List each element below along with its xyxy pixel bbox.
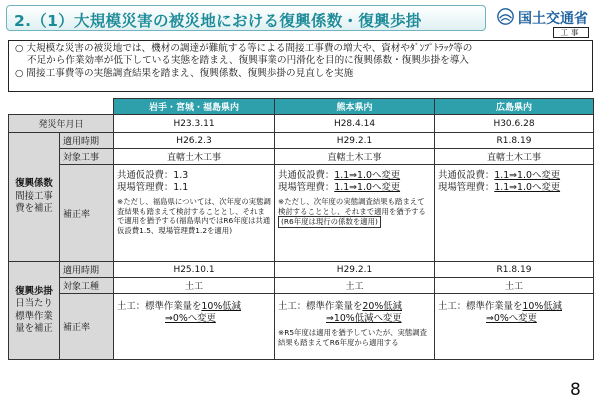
period-value: R1.8.19 (435, 262, 594, 278)
region-header: 熊本県内 (275, 99, 435, 115)
rate-note-box: (R6年度は現行の係数を適用) (278, 216, 381, 228)
intro-line: ○ 間接工事費等の実態調査結果を踏まえ、復興係数、復興歩掛の見直しを実施 (15, 67, 354, 79)
bugake-group-label (9, 262, 60, 360)
rate-label-text: 土工：標準作業量を (438, 301, 523, 312)
rate-line (438, 182, 590, 194)
rate-line (438, 301, 590, 313)
rate-cell (435, 165, 594, 262)
target-value: 土工 (114, 278, 275, 294)
rate-change: 1.1⇒1.0へ変更 (494, 170, 561, 181)
table-row (9, 165, 594, 262)
table-row (9, 262, 594, 278)
table-header-row (9, 99, 594, 115)
rate-label-text: 現場管理費： (278, 182, 335, 193)
rate-cell (114, 294, 275, 360)
comparison-table (8, 98, 594, 360)
bugake-group-title: 復興歩掛 (15, 285, 53, 297)
title-banner (6, 5, 486, 31)
occurrence-date: H28.4.14 (275, 115, 435, 133)
rate-label-text: 共通仮設費： (278, 170, 335, 181)
period-value: H29.2.1 (275, 262, 435, 278)
occurrence-label: 発災年月日 (9, 115, 114, 133)
region-header: 広島県内 (435, 99, 594, 115)
period-value: H25.10.1 (114, 262, 275, 278)
target-label: 対象工種 (60, 278, 114, 294)
table-row (9, 133, 594, 149)
rate-note (278, 197, 431, 228)
rate-change: 1.1⇒1.0へ変更 (334, 182, 401, 193)
rate-note: ※R5年度は適用を猶予していたが、実態調査結果も踏まえてR6年度から適用する (278, 328, 428, 347)
rate-label: 補正率 (60, 165, 114, 262)
occurrence-date: H30.6.28 (435, 115, 594, 133)
rate-cell (275, 165, 435, 262)
rate-change: 20%低減 (362, 301, 402, 312)
header-blank (9, 99, 114, 115)
rate-label-text: 土工：標準作業量を (117, 301, 202, 312)
rate-cell (114, 165, 275, 262)
coef-group-title: 復興係数 (15, 178, 53, 190)
rate-change: ⇒10%低減へ変更 (326, 313, 402, 324)
target-value: 直轄土木工事 (114, 149, 275, 165)
occurrence-date: H23.3.11 (114, 115, 275, 133)
rate-label: 補正率 (60, 294, 114, 360)
bugake-group-sub: 日当たり標準作業量を補正 (15, 298, 53, 334)
rate-label-text: 土工：標準作業量を (278, 301, 363, 312)
period-value: H26.2.3 (114, 133, 275, 149)
rate-change: 1.1⇒1.0へ変更 (494, 182, 561, 193)
rate-line (117, 301, 271, 313)
rate-change: 1.1⇒1.0へ変更 (334, 170, 401, 181)
rate-cell (275, 294, 435, 360)
mlit-logo-icon (497, 8, 514, 25)
target-value: 直轄土木工事 (275, 149, 435, 165)
rate-label-text: 現場管理費： (438, 182, 495, 193)
table-row (9, 115, 594, 133)
page-number: 8 (570, 380, 581, 400)
rate-note-text: ※ただし、次年度の実態調査結果も踏まえて検討することとし、それまで適用を猶予する (278, 197, 426, 216)
coef-group-sub: 間接工事費を補正 (15, 190, 53, 215)
period-value: R1.8.19 (435, 133, 594, 149)
intro-line: 不足から作業効率が低下している実態を踏まえ、復興事業の円滑化を目的に復興係数・復興歩掛を導入 (27, 55, 469, 67)
rate-line (278, 301, 431, 313)
rate-line (278, 182, 431, 194)
rate-change: ⇒0%へ変更 (486, 313, 537, 324)
category-tag: 工事 (553, 27, 589, 38)
rate-change: ⇒0%へ変更 (165, 313, 216, 324)
rate-line (438, 170, 590, 182)
rate-change: 10%低減 (522, 301, 562, 312)
period-value: H29.2.1 (275, 133, 435, 149)
region-header: 岩手・宮城・福島県内 (114, 99, 275, 115)
rate-line: 現場管理費：1.1 (117, 182, 189, 193)
table-row (9, 149, 594, 165)
target-value: 土工 (435, 278, 594, 294)
rate-change: 10%低減 (201, 301, 241, 312)
coef-group-label (9, 133, 60, 262)
rate-label-text: 共通仮設費： (438, 170, 495, 181)
rate-line (278, 170, 431, 182)
intro-box (8, 40, 593, 92)
target-value: 直轄土木工事 (435, 149, 594, 165)
target-value: 土工 (275, 278, 435, 294)
table-row (9, 294, 594, 360)
table-row (9, 278, 594, 294)
target-label: 対象工事 (60, 149, 114, 165)
rate-note: ※ただし、福島県については、次年度の実態調査結果も踏まえて検討することとし、それまで適用を猶予する(福島県内ではR6年度は共通仮設費1.5、現場管理費1.2を適用) (117, 197, 271, 235)
org-name: 国土交通省 (518, 11, 588, 27)
rate-cell (435, 294, 594, 360)
period-label: 適用時期 (60, 262, 114, 278)
intro-line: ○ 大規模な災害の被災地では、機材の調達が難航する等による間接工事費の増大や、資材やﾀﾞﾝﾌﾟﾄﾗｯｸ等の (15, 43, 473, 54)
rate-line: 共通仮設費：1.3 (117, 170, 189, 181)
period-label: 適用時期 (60, 133, 114, 149)
page-title: 2.（1）大規模災害の被災地における復興係数・復興歩掛 (14, 12, 422, 30)
